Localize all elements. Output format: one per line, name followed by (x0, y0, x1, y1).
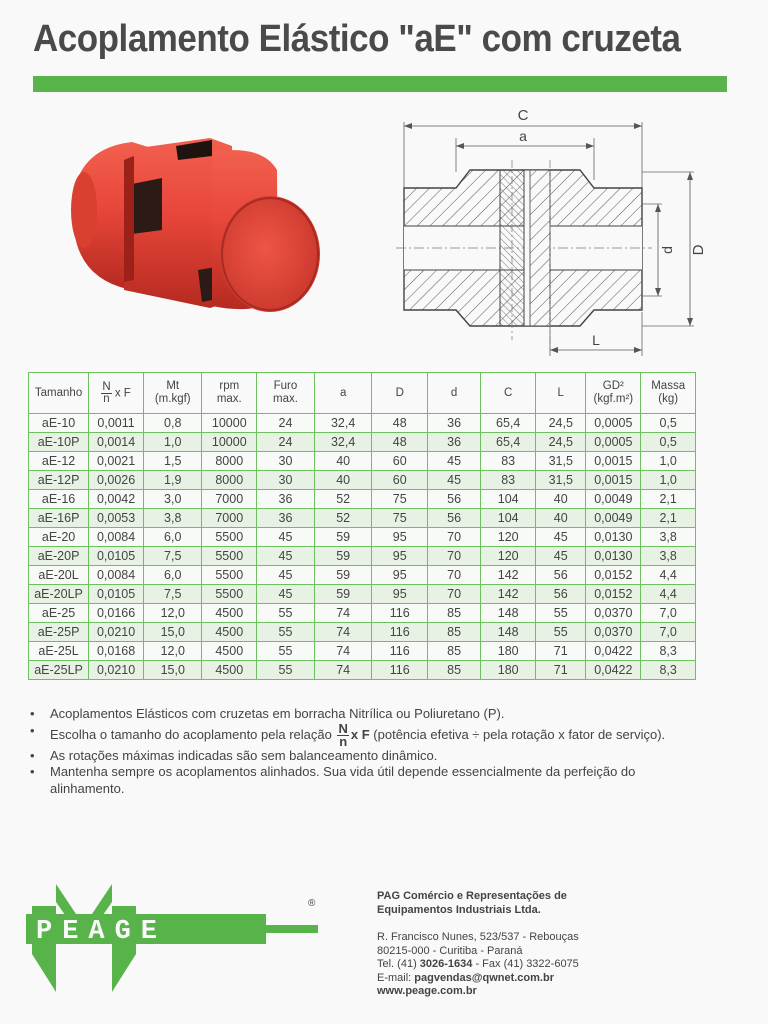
logo-wordmark: PEAGE (36, 917, 168, 947)
cell-d: 45 (428, 471, 481, 490)
coupling-photo (62, 130, 328, 326)
cell-a: 32,4 (314, 433, 372, 452)
cell-furo: 36 (257, 490, 315, 509)
cell-model: aE-20LP (29, 585, 89, 604)
peage-logo (26, 880, 326, 996)
cell-nf: 0,0026 (89, 471, 144, 490)
cell-furo: 45 (257, 566, 315, 585)
cell-model: aE-12P (29, 471, 89, 490)
table-row (29, 414, 696, 433)
cell-a: 59 (314, 566, 372, 585)
cell-massa: 4,4 (641, 585, 696, 604)
cell-nf: 0,0021 (89, 452, 144, 471)
header-mt: Mt (m.kgf) (144, 373, 202, 414)
cell-C: 104 (481, 509, 536, 528)
cell-model: aE-10 (29, 414, 89, 433)
header-d: d (428, 373, 481, 414)
dim-D-label: D (690, 244, 707, 256)
cell-mt: 12,0 (144, 604, 202, 623)
note-item: • Acoplamentos Elásticos com cruzetas em borracha Nitrílica ou Poliuretano (P). (30, 706, 700, 723)
cell-L: 24,5 (536, 433, 586, 452)
table-row (29, 604, 696, 623)
title-underline-bar (33, 76, 727, 92)
cell-d: 70 (428, 547, 481, 566)
cell-mt: 1,9 (144, 471, 202, 490)
company-website[interactable]: www.peage.com.br (377, 985, 477, 997)
cell-model: aE-25LP (29, 661, 89, 680)
cell-massa: 7,0 (641, 623, 696, 642)
cell-furo: 45 (257, 547, 315, 566)
notes-list (30, 706, 700, 797)
company-city: 80215-000 - Curitiba - Paraná (377, 944, 523, 957)
cell-rpm: 10000 (202, 433, 257, 452)
cell-furo: 55 (257, 604, 315, 623)
header-nf: $\frac{N}{n}$ x F (89, 373, 144, 414)
cell-d: 70 (428, 585, 481, 604)
cell-mt: 1,5 (144, 452, 202, 471)
cell-gd: 0,0049 (586, 490, 641, 509)
company-email[interactable]: E-mail: pagvendas@qwnet.com.br (377, 971, 554, 984)
cell-d: 85 (428, 623, 481, 642)
table-row (29, 471, 696, 490)
cell-C: 142 (481, 585, 536, 604)
cell-D: 95 (372, 585, 428, 604)
cell-furo: 55 (257, 661, 315, 680)
cell-mt: 12,0 (144, 642, 202, 661)
cell-rpm: 5500 (202, 585, 257, 604)
cell-D: 75 (372, 490, 428, 509)
cell-C: 83 (481, 452, 536, 471)
cell-rpm: 10000 (202, 414, 257, 433)
cell-C: 142 (481, 566, 536, 585)
cell-L: 55 (536, 604, 586, 623)
cell-d: 36 (428, 414, 481, 433)
cell-nf: 0,0210 (89, 623, 144, 642)
cell-C: 148 (481, 604, 536, 623)
cell-L: 31,5 (536, 471, 586, 490)
page-title: Acoplamento Elástico "aE" com cruzeta (33, 18, 681, 60)
cell-C: 120 (481, 528, 536, 547)
cell-model: aE-25P (29, 623, 89, 642)
cell-furo: 36 (257, 509, 315, 528)
header-a: a (314, 373, 372, 414)
cell-mt: 7,5 (144, 585, 202, 604)
cell-C: 65,4 (481, 414, 536, 433)
header-L: L (536, 373, 586, 414)
cell-gd: 0,0015 (586, 471, 641, 490)
cell-a: 59 (314, 528, 372, 547)
cell-gd: 0,0422 (586, 661, 641, 680)
cell-L: 40 (536, 509, 586, 528)
table-row (29, 490, 696, 509)
registered-mark: ® (308, 898, 316, 909)
dim-L-label: L (592, 332, 600, 348)
cell-gd: 0,0370 (586, 604, 641, 623)
cell-nf: 0,0084 (89, 566, 144, 585)
cell-a: 52 (314, 490, 372, 509)
cell-model: aE-20L (29, 566, 89, 585)
cell-d: 45 (428, 452, 481, 471)
cell-rpm: 8000 (202, 452, 257, 471)
cell-L: 56 (536, 585, 586, 604)
cell-a: 59 (314, 547, 372, 566)
cell-d: 85 (428, 642, 481, 661)
coupling-cross-section-drawing (390, 100, 710, 362)
cell-d: 85 (428, 604, 481, 623)
cell-gd: 0,0370 (586, 623, 641, 642)
cell-gd: 0,0049 (586, 509, 641, 528)
header-gd: GD² (kgf.m²) (586, 373, 641, 414)
cell-furo: 45 (257, 585, 315, 604)
note-item: • As rotações máximas indicadas são sem balanceamento dinâmico. (30, 748, 700, 765)
header-massa: Massa (kg) (641, 373, 696, 414)
cell-D: 60 (372, 452, 428, 471)
company-address: R. Francisco Nunes, 523/537 - Rebouças (377, 931, 579, 943)
cell-D: 95 (372, 547, 428, 566)
table-row (29, 623, 696, 642)
note-item: • Mantenha sempre os acoplamentos alinhados. Sua vida útil depende essencialmente da perfeição do alinhamento. (30, 764, 700, 797)
cell-gd: 0,0005 (586, 414, 641, 433)
cell-massa: 1,0 (641, 471, 696, 490)
dim-c-label: C (517, 107, 529, 124)
cell-L: 24,5 (536, 414, 586, 433)
cell-model: aE-16P (29, 509, 89, 528)
cell-nf: 0,0210 (89, 661, 144, 680)
cell-D: 48 (372, 414, 428, 433)
cell-furo: 30 (257, 452, 315, 471)
cell-model: aE-20 (29, 528, 89, 547)
cell-massa: 4,4 (641, 566, 696, 585)
header-D: D (372, 373, 428, 414)
table-row (29, 566, 696, 585)
cell-model: aE-16 (29, 490, 89, 509)
table-row (29, 452, 696, 471)
cell-furo: 45 (257, 528, 315, 547)
cell-a: 59 (314, 585, 372, 604)
cell-C: 180 (481, 661, 536, 680)
header-rpm: rpm max. (202, 373, 257, 414)
note-item: • Escolha o tamanho do acoplamento pela relação $\frac{N}{n}$ x F (potência efetiva ÷ pela rotação x fator de serviço). (30, 723, 700, 748)
cell-massa: 2,1 (641, 490, 696, 509)
company-info (377, 889, 579, 999)
header-tamanho: Tamanho (29, 373, 89, 414)
cell-C: 65,4 (481, 433, 536, 452)
cell-gd: 0,0015 (586, 452, 641, 471)
cell-d: 85 (428, 661, 481, 680)
cell-gd: 0,0152 (586, 566, 641, 585)
cell-mt: 7,5 (144, 547, 202, 566)
cell-nf: 0,0105 (89, 547, 144, 566)
cell-a: 32,4 (314, 414, 372, 433)
cell-gd: 0,0422 (586, 642, 641, 661)
cell-d: 36 (428, 433, 481, 452)
cell-model: aE-20P (29, 547, 89, 566)
cell-nf: 0,0166 (89, 604, 144, 623)
cell-C: 104 (481, 490, 536, 509)
cell-nf: 0,0168 (89, 642, 144, 661)
table-header-row (29, 373, 696, 414)
cell-nf: 0,0042 (89, 490, 144, 509)
cell-gd: 0,0130 (586, 547, 641, 566)
company-phone: Tel. (41) 3026-1634 - Fax (41) 3322-6075 (377, 958, 579, 970)
cell-nf: 0,0105 (89, 585, 144, 604)
cell-rpm: 7000 (202, 509, 257, 528)
cell-gd: 0,0005 (586, 433, 641, 452)
cell-model: aE-25 (29, 604, 89, 623)
specs-table (28, 372, 696, 680)
table-row (29, 528, 696, 547)
cell-mt: 6,0 (144, 528, 202, 547)
cell-d: 70 (428, 528, 481, 547)
cell-a: 40 (314, 452, 372, 471)
cell-a: 74 (314, 642, 372, 661)
cell-rpm: 4500 (202, 642, 257, 661)
table-row (29, 509, 696, 528)
cell-rpm: 8000 (202, 471, 257, 490)
cell-model: aE-12 (29, 452, 89, 471)
cell-nf: 0,0011 (89, 414, 144, 433)
cell-gd: 0,0130 (586, 528, 641, 547)
cell-massa: 8,3 (641, 661, 696, 680)
table-row (29, 585, 696, 604)
cell-mt: 6,0 (144, 566, 202, 585)
cell-rpm: 4500 (202, 604, 257, 623)
cell-a: 74 (314, 661, 372, 680)
cell-massa: 7,0 (641, 604, 696, 623)
cell-mt: 15,0 (144, 661, 202, 680)
company-name-line2: Equipamentos Industriais Ltda. (377, 904, 541, 916)
header-furo: Furo max. (257, 373, 315, 414)
company-name-line1: PAG Comércio e Representações de (377, 890, 567, 902)
cell-furo: 24 (257, 433, 315, 452)
cell-L: 56 (536, 566, 586, 585)
cell-massa: 0,5 (641, 414, 696, 433)
cell-d: 56 (428, 509, 481, 528)
cell-mt: 3,8 (144, 509, 202, 528)
cell-C: 180 (481, 642, 536, 661)
cell-nf: 0,0084 (89, 528, 144, 547)
cell-L: 45 (536, 547, 586, 566)
cell-D: 60 (372, 471, 428, 490)
cell-model: aE-10P (29, 433, 89, 452)
cell-mt: 15,0 (144, 623, 202, 642)
dim-a-label: a (519, 128, 527, 144)
cell-C: 83 (481, 471, 536, 490)
cell-mt: 1,0 (144, 433, 202, 452)
cell-a: 40 (314, 471, 372, 490)
cell-L: 40 (536, 490, 586, 509)
cell-massa: 3,8 (641, 547, 696, 566)
cell-D: 116 (372, 642, 428, 661)
table-row (29, 661, 696, 680)
cell-furo: 30 (257, 471, 315, 490)
cell-a: 74 (314, 623, 372, 642)
cell-a: 74 (314, 604, 372, 623)
cell-D: 95 (372, 528, 428, 547)
cell-L: 71 (536, 661, 586, 680)
table-row (29, 547, 696, 566)
cell-model: aE-25L (29, 642, 89, 661)
cell-d: 70 (428, 566, 481, 585)
cell-massa: 8,3 (641, 642, 696, 661)
cell-rpm: 5500 (202, 566, 257, 585)
cell-gd: 0,0152 (586, 585, 641, 604)
cell-D: 95 (372, 566, 428, 585)
cell-nf: 0,0014 (89, 433, 144, 452)
cell-rpm: 7000 (202, 490, 257, 509)
cell-L: 71 (536, 642, 586, 661)
cell-furo: 55 (257, 642, 315, 661)
cell-massa: 0,5 (641, 433, 696, 452)
cell-furo: 24 (257, 414, 315, 433)
cell-L: 31,5 (536, 452, 586, 471)
cell-rpm: 4500 (202, 661, 257, 680)
cell-massa: 1,0 (641, 452, 696, 471)
cell-rpm: 5500 (202, 528, 257, 547)
cell-a: 52 (314, 509, 372, 528)
cell-nf: 0,0053 (89, 509, 144, 528)
cell-D: 116 (372, 661, 428, 680)
table-row (29, 642, 696, 661)
cell-massa: 2,1 (641, 509, 696, 528)
cell-furo: 55 (257, 623, 315, 642)
cell-mt: 3,0 (144, 490, 202, 509)
cell-D: 48 (372, 433, 428, 452)
dim-d-label: d (659, 246, 675, 254)
cell-D: 116 (372, 623, 428, 642)
cell-mt: 0,8 (144, 414, 202, 433)
cell-L: 55 (536, 623, 586, 642)
cell-C: 120 (481, 547, 536, 566)
table-row (29, 433, 696, 452)
cell-D: 75 (372, 509, 428, 528)
cell-D: 116 (372, 604, 428, 623)
cell-rpm: 4500 (202, 623, 257, 642)
cell-L: 45 (536, 528, 586, 547)
header-C: C (481, 373, 536, 414)
cell-C: 148 (481, 623, 536, 642)
cell-massa: 3,8 (641, 528, 696, 547)
cell-d: 56 (428, 490, 481, 509)
cell-rpm: 5500 (202, 547, 257, 566)
